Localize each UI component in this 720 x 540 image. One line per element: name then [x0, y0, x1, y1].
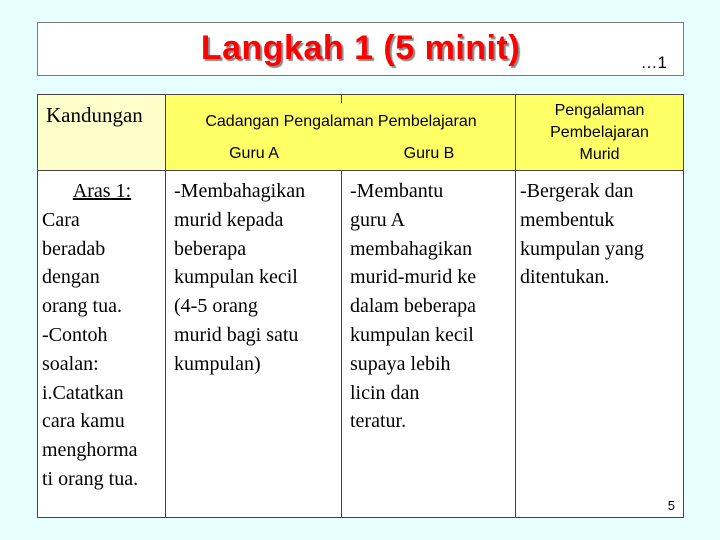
guru-b-line: guru A [350, 208, 405, 231]
header-divider [166, 170, 683, 171]
guru-a-cell [174, 177, 340, 379]
kandungan-line: soalan: [42, 352, 99, 375]
murid-header-line: Murid [579, 146, 620, 163]
kandungan-header [38, 95, 166, 171]
lesson-table [37, 94, 684, 518]
guru-b-line: supaya lebih [350, 352, 451, 375]
murid-line: -Bergerak dan [520, 180, 634, 202]
kandungan-line: i.Catatkan [42, 381, 124, 404]
guru-b-line: kumpulan kecil [350, 323, 474, 346]
kandungan-line: cara kamu [42, 410, 125, 433]
murid-line: membentuk [520, 208, 615, 231]
guru-a-line: kumpulan) [174, 352, 261, 375]
guru-a-line: (4-5 orang [174, 295, 258, 318]
kandungan-line: ti orang tua. [42, 467, 139, 490]
column-divider [341, 171, 342, 518]
title-number: …1 [640, 53, 667, 72]
kandungan-line: Aras 1: [72, 180, 132, 202]
murid-header-line: Pengalaman [554, 102, 645, 119]
column-divider [165, 170, 166, 518]
kandungan-line: Cara [42, 208, 80, 231]
guru-b-line: licin dan [350, 381, 420, 404]
guru-b-line: membahagikan [350, 237, 473, 260]
kandungan-line: beradab [42, 237, 106, 260]
murid-line: kumpulan yang [520, 237, 644, 260]
kandungan-line: orang tua. [42, 295, 122, 318]
kandungan-line: menghorma [42, 439, 138, 462]
guru-a-line: -Membahagikan [174, 180, 306, 202]
kandungan-header-label: Kandungan [46, 103, 143, 127]
murid-cell [520, 177, 680, 292]
murid-header-line: Pembelajaran [550, 124, 649, 141]
guru-a-line: beberapa [174, 237, 247, 260]
kandungan-cell [42, 177, 162, 494]
kandungan-line: dengan [42, 266, 100, 289]
murid-line: ditentukan. [520, 266, 610, 289]
column-tick [341, 95, 342, 103]
guru-a-line: kumpulan kecil [174, 266, 298, 289]
guru-b-line: -Membantu [350, 180, 444, 202]
cadangan-header: Cadangan Pengalaman Pembelajaran [205, 113, 477, 130]
guru-b-line: dalam beberapa [350, 295, 477, 318]
guru-b-line: teratur. [350, 410, 407, 433]
murid-header [516, 100, 683, 166]
guru-b-cell [350, 177, 514, 436]
guru-a-line: murid bagi satu [174, 323, 299, 346]
column-divider [515, 95, 516, 518]
kandungan-line: -Contoh [42, 323, 108, 346]
title-box [37, 22, 684, 76]
guru-a-line: murid kepada [174, 208, 284, 231]
guru-a-header: Guru A [229, 145, 279, 162]
guru-b-header: Guru B [403, 145, 455, 162]
guru-b-line: murid-murid ke [350, 266, 477, 289]
slide-title: Langkah 1 (5 minit) [200, 29, 521, 67]
page-number: 5 [667, 498, 675, 513]
